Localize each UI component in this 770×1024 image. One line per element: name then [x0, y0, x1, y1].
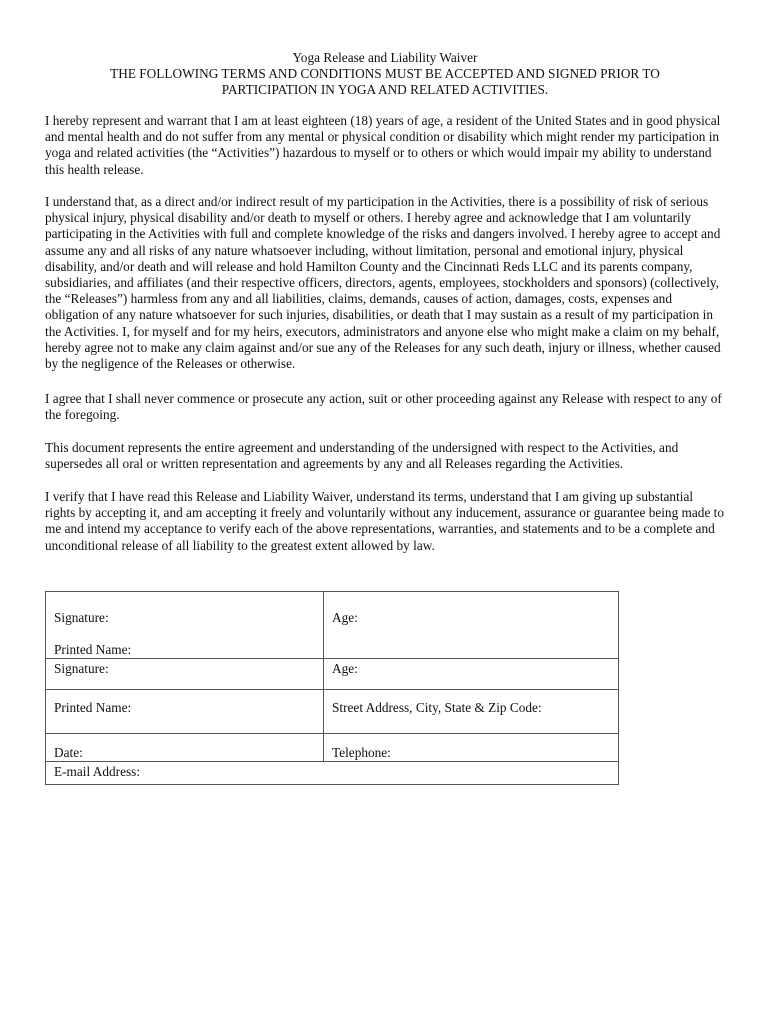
age-field-2[interactable]	[324, 659, 619, 690]
printed-name-label-2: Printed Name:	[54, 700, 132, 715]
signature-field-1[interactable]	[46, 592, 324, 659]
paragraph-representation: I hereby represent and warrant that I am at least eighteen (18) years of age, a resident of the United States and in good physical and mental health and do not suffer from any mental or physical condition or disability which might render my participation in yoga and related activities (the “Activities”) hazardous to myself or to others or which would impair my ability to understand this health release.	[45, 113, 721, 177]
date-field[interactable]	[46, 734, 324, 762]
document-title: Yoga Release and Liability Waiver	[292, 50, 478, 65]
form-row	[46, 734, 619, 762]
form-row	[46, 659, 619, 690]
street-address-field[interactable]	[324, 690, 619, 734]
signature-label-1: Signature:	[54, 610, 109, 625]
paragraph-no-action: I agree that I shall never commence or prosecute any action, suit or other proceeding against any Release with respect to any of the foregoing.	[45, 391, 722, 423]
signature-label-2: Signature:	[54, 661, 109, 676]
date-label: Date:	[54, 745, 83, 760]
telephone-field[interactable]	[324, 734, 619, 762]
telephone-label: Telephone:	[332, 745, 391, 760]
street-address-label: Street Address, City, State & Zip Code:	[332, 700, 542, 715]
age-label-2: Age:	[332, 661, 358, 676]
age-field-1[interactable]	[324, 592, 619, 659]
email-field[interactable]	[46, 762, 619, 785]
signature-form-table	[45, 591, 619, 785]
printed-name-field-2[interactable]	[46, 690, 324, 734]
form-row	[46, 762, 619, 785]
email-label: E-mail Address:	[54, 764, 141, 779]
title-block	[40, 50, 730, 98]
form-row	[46, 690, 619, 734]
paragraph-risk-release: I understand that, as a direct and/or indirect result of my participation in the Activities, there is a possibility of risk of serious physical injury, physical disability and/or death to myself or others. I hereby agree and acknowledge that I am voluntarily participating in the Activities with full and complete knowledge of the risks and dangers involved. I hereby agree to accept and assume any and all risks of any nature whatsoever including, without limitation, personal and emotional injury, physical disability, and/or death and will release and hold Hamilton County and the Cincinnati Reds LLC and its parents company, subsidiaries, and affiliates (and their respective officers, directors, agents, employees, stockholders and sponsors) (collectively, the “Releases”) harmless from any and all liabilities, claims, demands, causes of action, damages, costs, expenses and obligation of any nature whatsoever for such injuries, disabilities, or death that I may sustain as a result of my participation in the Activities. I, for myself and for my heirs, executors, administrators and anyone else who might make a claim on my behalf, hereby agree not to make any claim against and/or sue any of the Releases for any such death, injury or illness, whether caused by the negligence of the Releases or otherwise.	[45, 194, 721, 372]
signature-field-2[interactable]	[46, 659, 324, 690]
paragraph-entire-agreement: This document represents the entire agreement and understanding of the undersigned with respect to the Activities, and supersedes all oral or written representation and agreements by any and all Releases regarding the Activities.	[45, 440, 679, 472]
document-subtitle-line2: PARTICIPATION IN YOGA AND RELATED ACTIVITIES.	[221, 82, 549, 97]
form-row	[46, 592, 619, 659]
document-subtitle-line1: THE FOLLOWING TERMS AND CONDITIONS MUST BE ACCEPTED AND SIGNED PRIOR TO	[110, 66, 660, 81]
printed-name-label-1: Printed Name:	[54, 642, 132, 657]
paragraph-verification: I verify that I have read this Release and Liability Waiver, understand its terms, understand that I am giving up substantial rights by accepting it, and am accepting it freely and voluntarily without any inducement, assurance or guarantee being made to me and intend my acceptance to verify each of the above representations, warranties, and statements and to be a complete and unconditional release of all liability to the greatest extent allowed by law.	[45, 489, 725, 553]
age-label-1: Age:	[332, 610, 358, 625]
